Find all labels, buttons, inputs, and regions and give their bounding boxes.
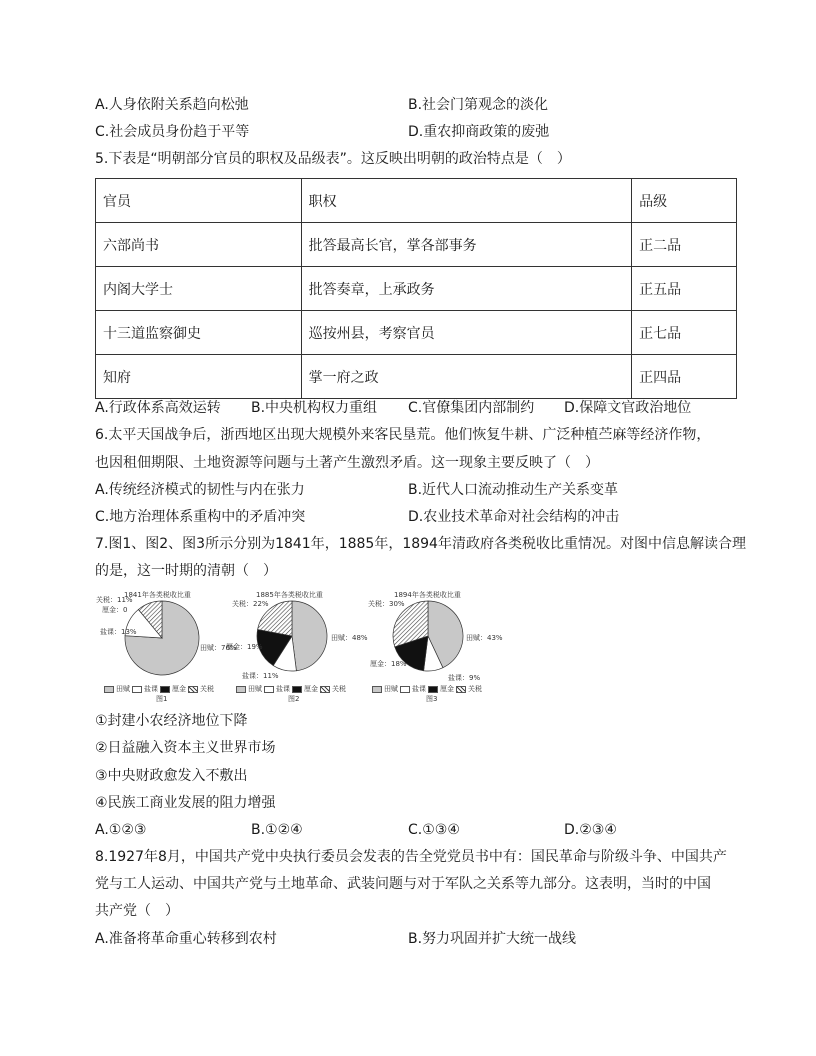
q7-stem-line-2: 的是，这一时期的清朝（ ） xyxy=(95,563,277,579)
q5-option-d: D.保障文官政治地位 xyxy=(564,400,692,416)
legend-label: 厘金 xyxy=(304,685,318,693)
q6-option-b: B.近代人口流动推动生产关系变革 xyxy=(408,482,619,498)
chart-1-label-guanshui: 关税：11% xyxy=(96,596,133,604)
legend-swatch-yanke xyxy=(264,686,274,693)
chart-3-title: 1894年各类税收比重 xyxy=(394,591,461,599)
q7-option-b: B.①②④ xyxy=(251,822,303,838)
table-cell: 正五品 xyxy=(632,267,737,311)
legend-label: 盐课 xyxy=(412,685,426,693)
chart-2-pie xyxy=(256,600,328,672)
legend-swatch-tianfu xyxy=(236,686,246,693)
legend-swatch-yanke xyxy=(400,686,410,693)
chart-3-caption: 图3 xyxy=(426,695,438,703)
chart-2-caption: 图2 xyxy=(288,695,300,703)
chart-2-label-tianfu: 田赋：48% xyxy=(331,634,368,642)
q6-stem-line-2: 也因租佃期限、土地资源等问题与土著产生激烈矛盾。这一现象主要反映了（ ） xyxy=(95,455,599,471)
table-cell: 知府 xyxy=(96,355,302,399)
table-cell: 正四品 xyxy=(632,355,737,399)
q5-option-b: B.中央机构权力重组 xyxy=(251,400,378,416)
chart-3-label-tianfu: 田赋：43% xyxy=(466,634,503,642)
q6-option-d: D.农业技术革命对社会结构的冲击 xyxy=(408,509,620,525)
table-cell: 掌一府之政 xyxy=(301,355,631,399)
chart-1-label-yanke: 盐课：13% xyxy=(100,628,137,636)
q7-option-c: C.①③④ xyxy=(408,822,460,838)
q8-option-a: A.准备将革命重心转移到农村 xyxy=(95,931,277,947)
q5-table xyxy=(95,178,737,399)
table-cell: 正七品 xyxy=(632,311,737,355)
q7-option-d: D.②③④ xyxy=(564,822,617,838)
q8-stem-line-2: 党与工人运动、中国共产党与土地革命、武装问题与对于军队之关系等九部分。这表明，当时的中国 xyxy=(95,876,711,892)
legend-label: 关税 xyxy=(200,685,214,693)
chart-1-title: 1841年各类税收比重 xyxy=(124,591,191,599)
q8-stem-line-1: 8.1927年8月，中国共产党中央执行委员会发表的告全党党员书中有：国民革命与阶级斗争、中国共产 xyxy=(95,849,727,865)
table-cell: 六部尚书 xyxy=(96,223,302,267)
chart-2-label-guanshui: 关税：22% xyxy=(232,600,269,608)
chart-1-caption: 图1 xyxy=(156,695,168,703)
q6-option-a: A.传统经济模式的韧性与内在张力 xyxy=(95,482,305,498)
q4-option-b: B.社会门第观念的淡化 xyxy=(408,97,549,113)
legend-swatch-lijin xyxy=(160,686,170,693)
table-cell: 批答奏章，上承政务 xyxy=(301,267,631,311)
table-header-cell: 官员 xyxy=(96,179,302,223)
legend-swatch-yanke xyxy=(132,686,142,693)
q5-option-a: A.行政体系高效运转 xyxy=(95,400,221,416)
chart-2-legend xyxy=(236,684,346,694)
legend-swatch-tianfu xyxy=(104,686,114,693)
legend-label: 关税 xyxy=(332,685,346,693)
table-header-cell: 品级 xyxy=(632,179,737,223)
legend-label: 田赋 xyxy=(384,685,398,693)
table-row xyxy=(96,311,737,355)
q7-item-2: ②日益融入资本主义世界市场 xyxy=(95,740,276,756)
q4-option-c: C.社会成员身份趋于平等 xyxy=(95,124,250,140)
legend-label: 田赋 xyxy=(248,685,262,693)
table-row xyxy=(96,223,737,267)
legend-swatch-guanshui xyxy=(320,686,330,693)
chart-3-label-yanke: 盐课：9% xyxy=(448,674,481,682)
table-row xyxy=(96,267,737,311)
table-cell: 内阁大学士 xyxy=(96,267,302,311)
table-cell: 巡按州县，考察官员 xyxy=(301,311,631,355)
q5-stem: 5.下表是“明朝部分官员的职权及品级表”。这反映出明朝的政治特点是（ ） xyxy=(95,151,571,167)
table-header-row xyxy=(96,179,737,223)
chart-3-legend xyxy=(372,684,482,694)
chart-3-label-lijin: 厘金：18% xyxy=(370,660,407,668)
q7-stem-line-1: 7.图1、图2、图3所示分别为1841年，1885年，1894年清政府各类税收比重情况。对图中信息解读合理 xyxy=(95,536,746,552)
chart-3-label-guanshui: 关税：30% xyxy=(368,600,405,608)
legend-label: 厘金 xyxy=(172,685,186,693)
legend-swatch-guanshui xyxy=(188,686,198,693)
table-row xyxy=(96,355,737,399)
q6-option-c: C.地方治理体系重构中的矛盾冲突 xyxy=(95,509,306,525)
legend-label: 盐课 xyxy=(276,685,290,693)
pie-slice-tianfu xyxy=(292,601,327,671)
chart-2-label-lijin: 厘金：19% xyxy=(226,643,263,651)
legend-label: 关税 xyxy=(468,685,482,693)
table-cell: 批答最高长官，掌各部事务 xyxy=(301,223,631,267)
chart-1-pie xyxy=(124,600,200,676)
q8-option-b: B.努力巩固并扩大统一战线 xyxy=(408,931,577,947)
q6-stem-line-1: 6.太平天国战争后，浙西地区出现大规模外来客民垦荒。他们恢复牛耕、广泛种植苎麻等经济作物， xyxy=(95,427,711,443)
q5-option-c: C.官僚集团内部制约 xyxy=(408,400,535,416)
legend-label: 盐课 xyxy=(144,685,158,693)
chart-2-title: 1885年各类税收比重 xyxy=(256,591,323,599)
table-cell: 十三道监察御史 xyxy=(96,311,302,355)
q7-item-1: ①封建小农经济地位下降 xyxy=(95,713,248,729)
q8-stem-line-3: 共产党（ ） xyxy=(95,903,179,919)
chart-1-legend xyxy=(104,684,214,694)
table-header-cell: 职权 xyxy=(301,179,631,223)
legend-label: 田赋 xyxy=(116,685,130,693)
legend-swatch-tianfu xyxy=(372,686,382,693)
q7-option-a: A.①②③ xyxy=(95,822,147,838)
chart-1-label-lijin: 厘金：0 xyxy=(102,606,128,614)
q4-option-a: A.人身依附关系趋向松弛 xyxy=(95,97,249,113)
legend-label: 厘金 xyxy=(440,685,454,693)
q7-item-3: ③中央财政愈发入不敷出 xyxy=(95,768,248,784)
q7-pie-charts xyxy=(96,588,516,706)
q7-item-4: ④民族工商业发展的阻力增强 xyxy=(95,795,276,811)
legend-swatch-lijin xyxy=(428,686,438,693)
legend-swatch-lijin xyxy=(292,686,302,693)
chart-2-label-yanke: 盐课：11% xyxy=(242,672,279,680)
table-cell: 正二品 xyxy=(632,223,737,267)
q4-option-d: D.重农抑商政策的废弛 xyxy=(408,124,550,140)
chart-1-label-tianfu: 田赋：76% xyxy=(200,644,237,652)
legend-swatch-guanshui xyxy=(456,686,466,693)
